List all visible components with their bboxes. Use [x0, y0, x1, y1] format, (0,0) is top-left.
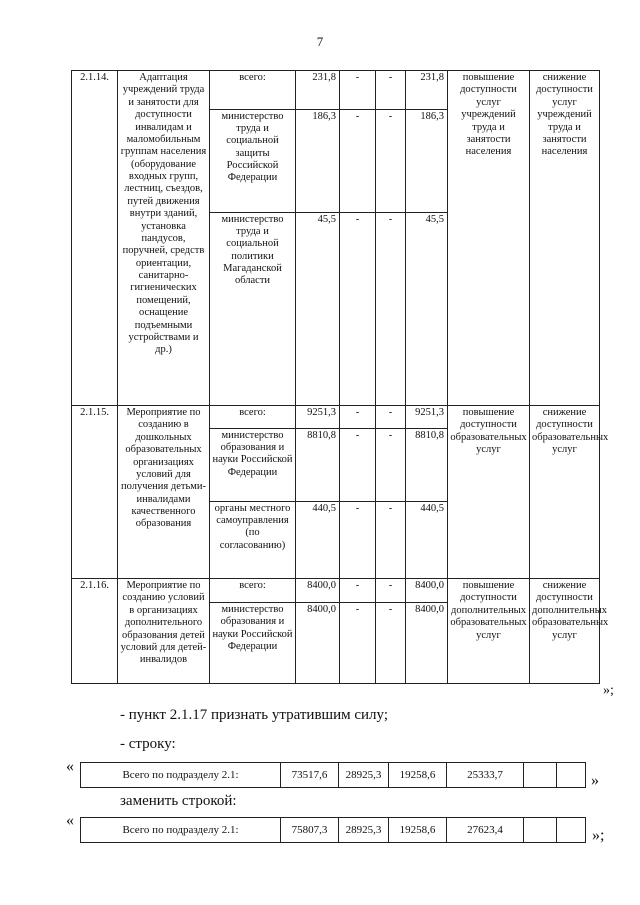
value-cell: - [376, 579, 406, 603]
value-cell: 231,8 [296, 71, 340, 110]
text-line-2: - строку: [120, 736, 176, 752]
measure-name: Мероприятие по созданию в дошкольных образовательных организациях условий для получения детьми-инвалидами качественного образования [118, 406, 210, 579]
source-label: органы местного самоуправления (по согласованию) [210, 501, 296, 578]
measures-table [71, 70, 609, 684]
value-cell: 45,5 [296, 212, 340, 406]
old-total-row [80, 762, 586, 788]
table-row [72, 71, 600, 110]
source-label: министерство труда и социальной защиты Российской Федерации [210, 109, 296, 212]
result-text: повышение доступности образовательных услуг [448, 406, 530, 579]
close-quote: » [591, 772, 599, 789]
value-cell: 19258,6 [389, 763, 447, 788]
empty-cell [557, 763, 586, 788]
value-cell: 19258,6 [389, 818, 447, 843]
value-cell: 28925,3 [339, 818, 389, 843]
value-cell: 45,5 [406, 212, 448, 406]
total-label: Всего по подразделу 2.1: [81, 763, 281, 788]
text-line-1: - пункт 2.1.17 признать утратившим силу; [120, 707, 389, 723]
value-cell: 9251,3 [406, 406, 448, 429]
value-cell: - [376, 406, 406, 429]
measure-name: Адаптация учреждений труда и занятости для доступности инвалидам и маломобильным группам населения (оборудование входных групп, лестниц, съездов, путей движения внутри зданий, установка пандусов, поручней, средств ориентации, санитарно-гигиенических помещений, оснащение подъемными устройствами и др.) [118, 71, 210, 406]
total-label: Всего по подразделу 2.1: [81, 818, 281, 843]
source-label: всего: [210, 579, 296, 603]
value-cell: 8400,0 [296, 579, 340, 603]
empty-cell [524, 763, 557, 788]
value-cell: 186,3 [296, 109, 340, 212]
value-cell: - [376, 501, 406, 578]
value-cell: - [340, 602, 376, 683]
source-label: всего: [210, 71, 296, 110]
value-cell: - [376, 71, 406, 110]
value-cell: 186,3 [406, 109, 448, 212]
value-cell: - [376, 602, 406, 683]
row-number: 2.1.15. [72, 406, 118, 579]
value-cell: 73517,6 [281, 763, 339, 788]
result-text: повышение доступности дополнительных образовательных услуг [448, 579, 530, 684]
value-cell: - [340, 428, 376, 501]
value-cell: - [340, 579, 376, 603]
value-cell: 440,5 [296, 501, 340, 578]
value-cell: - [340, 109, 376, 212]
value-cell: 9251,3 [296, 406, 340, 429]
open-quote: « [66, 812, 74, 829]
value-cell: - [340, 71, 376, 110]
value-cell: - [340, 212, 376, 406]
value-cell: - [376, 109, 406, 212]
value-cell: 8400,0 [406, 579, 448, 603]
value-cell: 28925,3 [339, 763, 389, 788]
source-label: министерство труда и социальной политики Магаданской области [210, 212, 296, 406]
value-cell: 440,5 [406, 501, 448, 578]
new-total-row [80, 817, 586, 843]
result-text: повышение доступности услуг учреждений труда и занятости населения [448, 71, 530, 406]
table-row [72, 579, 600, 603]
text-line-3: заменить строкой: [120, 793, 237, 809]
value-cell: - [340, 406, 376, 429]
row-number: 2.1.16. [72, 579, 118, 684]
value-cell: - [376, 428, 406, 501]
source-label: министерство образования и науки Российской Федерации [210, 428, 296, 501]
value-cell: 8400,0 [406, 602, 448, 683]
value-cell: 8810,8 [296, 428, 340, 501]
value-cell: 8400,0 [296, 602, 340, 683]
measure-name: Мероприятие по созданию условий в организациях дополнительного образования детей условий для детей-инвалидов [118, 579, 210, 684]
empty-cell [524, 818, 557, 843]
empty-cell [557, 818, 586, 843]
table-row [72, 406, 600, 429]
value-cell: 75807,3 [281, 818, 339, 843]
value-cell: 25333,7 [447, 763, 524, 788]
effect-text: снижение доступности дополнительных образовательных услуг [530, 579, 600, 684]
close-quote: »; [603, 683, 614, 698]
value-cell: 8810,8 [406, 428, 448, 501]
row-number: 2.1.14. [72, 71, 118, 406]
value-cell: - [376, 212, 406, 406]
page-number: 7 [316, 34, 324, 49]
value-cell: 231,8 [406, 71, 448, 110]
value-cell: - [340, 501, 376, 578]
source-label: всего: [210, 406, 296, 429]
effect-text: снижение доступности услуг учреждений труда и занятости населения [530, 71, 600, 406]
open-quote: « [66, 758, 74, 775]
value-cell: 27623,4 [447, 818, 524, 843]
effect-text: снижение доступности образовательных услуг [530, 406, 600, 579]
close-quote: »; [592, 827, 605, 844]
source-label: министерство образования и науки Российской Федерации [210, 602, 296, 683]
